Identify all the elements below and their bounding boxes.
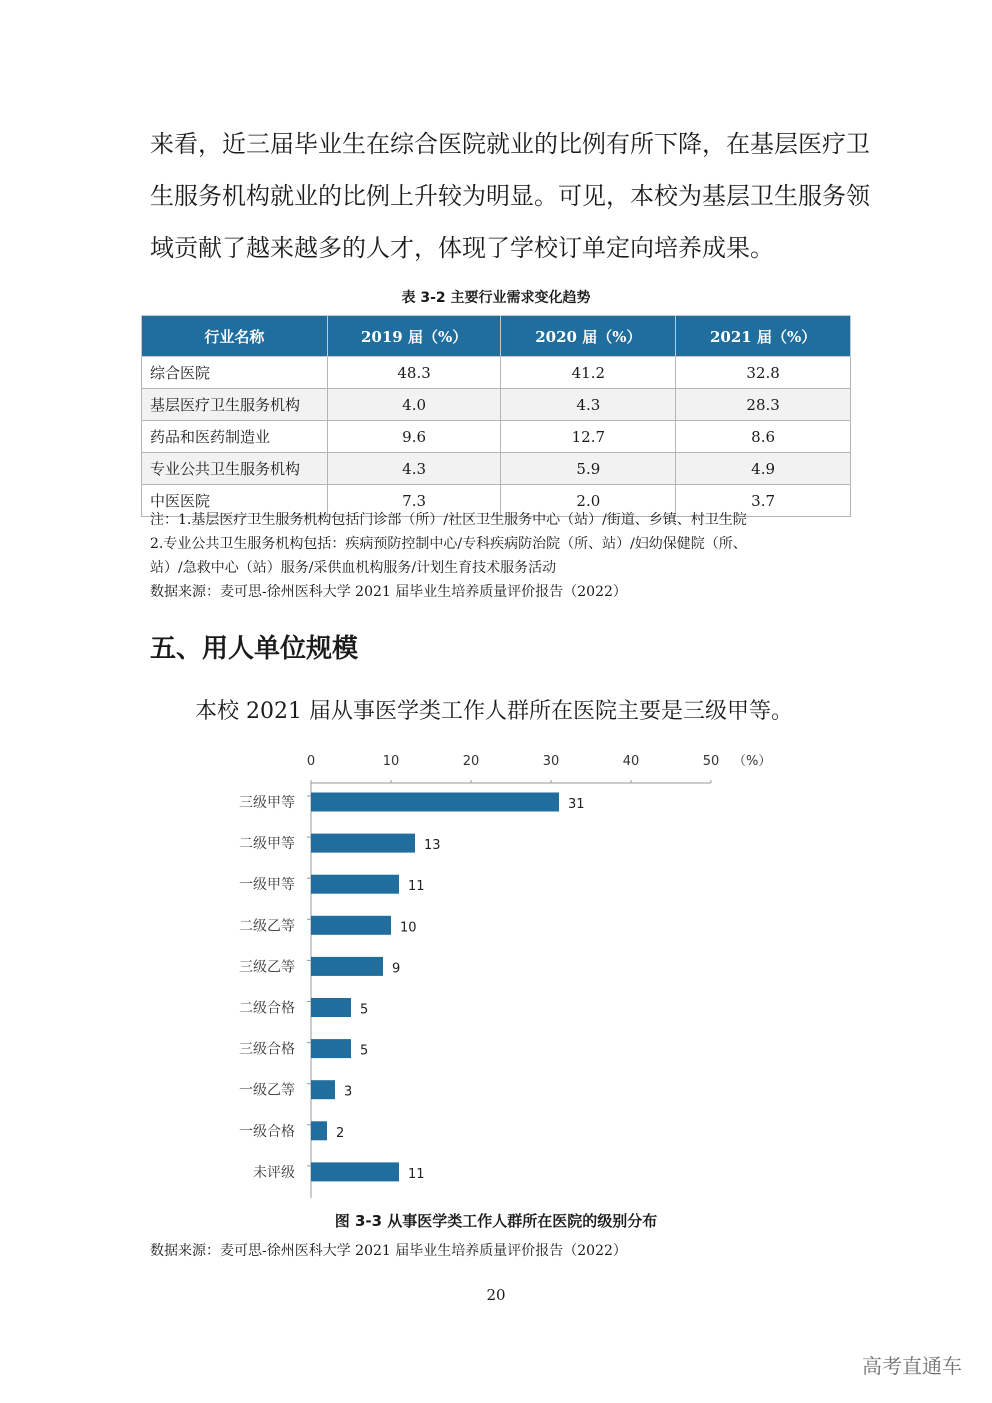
bar bbox=[311, 916, 391, 935]
section-heading: 五、用人单位规模 bbox=[150, 634, 359, 664]
bar bbox=[311, 1080, 335, 1099]
category-label: 一级甲等 bbox=[239, 877, 295, 894]
hospital-level-bar-chart bbox=[200, 745, 800, 1200]
table-row bbox=[142, 453, 851, 485]
watermark: 高考直通车 bbox=[862, 1354, 962, 1378]
intro-line: 生服务机构就业的比例上升较为明显。可见，本校为基层卫生服务领 bbox=[150, 182, 870, 210]
x-tick-label: 0 bbox=[306, 754, 316, 769]
x-tick-label: 20 bbox=[462, 754, 480, 769]
category-label: 二级甲等 bbox=[239, 836, 295, 853]
table-cell: 3.7 bbox=[676, 485, 851, 517]
table-header-row bbox=[142, 316, 851, 357]
category-label: 三级甲等 bbox=[239, 795, 295, 811]
bar bbox=[311, 875, 399, 894]
table-cell: 9.6 bbox=[327, 421, 501, 453]
table-header-cell: 2021 届（%） bbox=[676, 316, 851, 357]
bar bbox=[311, 834, 415, 853]
table-cell: 41.2 bbox=[501, 357, 676, 389]
table-cell: 5.9 bbox=[501, 453, 676, 485]
bar bbox=[311, 793, 559, 812]
x-tick-label: 40 bbox=[622, 754, 640, 769]
intro-line: 来看，近三届毕业生在综合医院就业的比例有所下降，在基层医疗卫 bbox=[150, 130, 870, 158]
industry-trend-table bbox=[141, 315, 851, 517]
x-tick-label: 50 bbox=[702, 754, 720, 769]
bar bbox=[311, 1162, 399, 1181]
table-cell: 7.3 bbox=[327, 485, 501, 517]
intro-line: 域贡献了越来越多的人才，体现了学校订单定向培养成果。 bbox=[150, 234, 774, 262]
table-cell: 8.6 bbox=[676, 421, 851, 453]
bar-value-label: 3 bbox=[344, 1084, 353, 1100]
table-row bbox=[142, 357, 851, 389]
x-tick-label: 10 bbox=[382, 754, 400, 769]
figure-caption: 图 3-3 从事医学类工作人群所在医院的级别分布 bbox=[334, 1212, 658, 1230]
bar bbox=[311, 1039, 351, 1058]
bar bbox=[311, 1121, 327, 1140]
table-cell: 2.0 bbox=[501, 485, 676, 517]
category-label: 未评级 bbox=[253, 1164, 295, 1181]
category-label: 二级乙等 bbox=[239, 918, 295, 935]
table-cell: 12.7 bbox=[501, 421, 676, 453]
bar-value-label: 5 bbox=[360, 1002, 369, 1018]
section-lead: 本校 2021 届从事医学类工作人群所在医院主要是三级甲等。 bbox=[195, 699, 793, 724]
category-label: 一级乙等 bbox=[239, 1082, 295, 1099]
table-cell: 4.3 bbox=[501, 389, 676, 421]
bar bbox=[311, 957, 383, 976]
table-cell-industry: 专业公共卫生服务机构 bbox=[142, 453, 328, 485]
bar-value-label: 11 bbox=[408, 879, 425, 895]
table-cell: 48.3 bbox=[327, 357, 501, 389]
bar-value-label: 9 bbox=[392, 961, 401, 977]
table-cell: 4.0 bbox=[327, 389, 501, 421]
category-label: 一级合格 bbox=[239, 1123, 295, 1140]
table-cell: 32.8 bbox=[676, 357, 851, 389]
category-label: 三级合格 bbox=[239, 1041, 295, 1058]
page-number: 20 bbox=[486, 1286, 506, 1304]
bar-value-label: 13 bbox=[424, 838, 441, 854]
bar-value-label: 31 bbox=[568, 797, 585, 812]
table-header-cell: 2020 届（%） bbox=[501, 316, 676, 357]
table-header-cell: 行业名称 bbox=[142, 316, 328, 357]
bar-value-label: 5 bbox=[360, 1043, 369, 1059]
table-title: 表 3-2 主要行业需求变化趋势 bbox=[401, 290, 591, 306]
table-cell: 4.9 bbox=[676, 453, 851, 485]
table-cell-industry: 中医医院 bbox=[142, 485, 328, 517]
table-cell-industry: 基层医疗卫生服务机构 bbox=[142, 389, 328, 421]
table-note: 2.专业公共卫生服务机构包括：疾病预防控制中心/专科疾病防治院（所、站）/妇幼保健院（所、 bbox=[150, 536, 747, 552]
table-row bbox=[142, 389, 851, 421]
table-cell: 28.3 bbox=[676, 389, 851, 421]
bar-value-label: 11 bbox=[408, 1166, 425, 1182]
table-cell: 4.3 bbox=[327, 453, 501, 485]
x-tick-label: 30 bbox=[542, 754, 560, 769]
table-cell-industry: 综合医院 bbox=[142, 357, 328, 389]
table-header-cell: 2019 届（%） bbox=[327, 316, 501, 357]
table-notes bbox=[150, 508, 850, 604]
intro-paragraph bbox=[150, 118, 870, 274]
bar bbox=[311, 998, 351, 1017]
table-source: 数据来源：麦可思-徐州医科大学 2021 届毕业生培养质量评价报告（2022） bbox=[150, 584, 627, 600]
figure-source: 数据来源：麦可思-徐州医科大学 2021 届毕业生培养质量评价报告（2022） bbox=[150, 1243, 627, 1259]
category-label: 三级乙等 bbox=[239, 959, 295, 976]
bar-value-label: 10 bbox=[400, 920, 417, 936]
table-note: 站）/急救中心（站）服务/采供血机构服务/计划生育技术服务活动 bbox=[150, 560, 557, 576]
category-label: 二级合格 bbox=[239, 1000, 295, 1017]
bar-value-label: 2 bbox=[336, 1125, 345, 1141]
table-cell-industry: 药品和医药制造业 bbox=[142, 421, 328, 453]
x-axis-unit-label: （%） bbox=[733, 754, 772, 769]
table-note: 注：1.基层医疗卫生服务机构包括门诊部（所）/社区卫生服务中心（站）/街道、乡镇、村卫生院 bbox=[150, 512, 747, 528]
table-row bbox=[142, 421, 851, 453]
